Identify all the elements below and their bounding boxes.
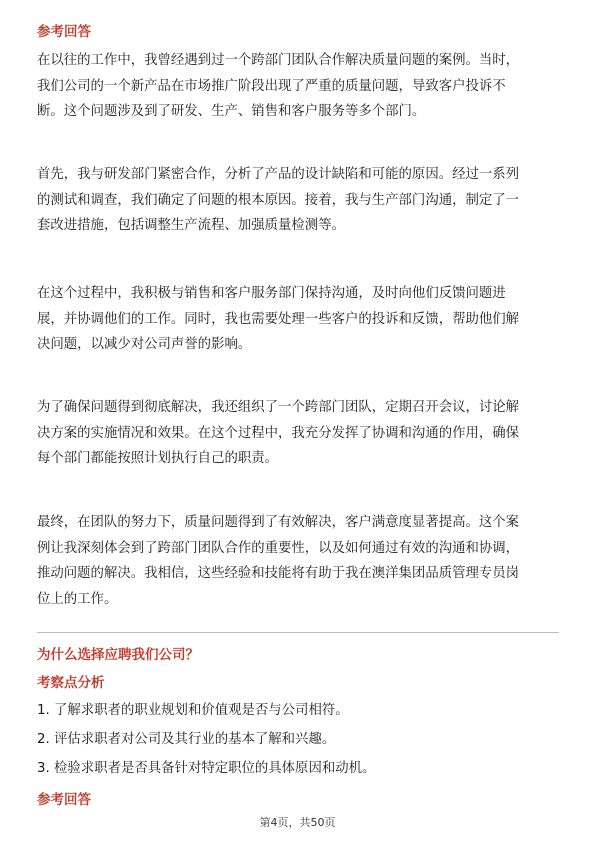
- paragraph-line: 我们公司的一个新产品在市场推广阶段出现了严重的质量问题，导致客户投诉不: [37, 78, 506, 94]
- analysis-point-2: 2. 评估求职者对公司及其行业的基本了解和兴趣。: [37, 732, 336, 747]
- question-heading: 为什么选择应聘我们公司？: [37, 647, 199, 663]
- answer-paragraph-1: [37, 48, 562, 125]
- paragraph-line: 在以往的工作中，我曾经遇到过一个跨部门团队合作解决质量问题的案例。当时，: [37, 53, 520, 68]
- paragraph-line: 展，并协调他们的工作。同时，我也需要处理一些客户的投诉和反馈，帮助他们解: [37, 311, 520, 327]
- reference-answer-heading: 参考回答: [37, 24, 91, 40]
- analysis-point-3: 3. 检验求职者是否具备针对特定职位的具体原因和动机。: [37, 761, 376, 776]
- paragraph-line: 在这个过程中，我积极与销售和客户服务部门保持沟通，及时向他们反馈问题进: [37, 286, 506, 301]
- answer-paragraph-3: [37, 281, 562, 358]
- paragraph-line: 断。这个问题涉及到了研发、生产、销售和客户服务等多个部门。: [37, 104, 426, 119]
- analysis-point-1: 1. 了解求职者的职业规划和价值观是否与公司相符。: [37, 703, 349, 718]
- answer-paragraph-4: [37, 395, 562, 472]
- answer-paragraph-5: [37, 510, 562, 612]
- paragraph-line: 最终，在团队的努力下，质量问题得到了有效解决，客户满意度显著提高。这个案: [37, 515, 520, 530]
- paragraph-line: 决方案的实施情况和效果。在这个过程中，我充分发挥了协调和沟通的作用，确保: [37, 425, 520, 441]
- paragraph-line: 推动问题的解决。我相信，这些经验和技能将有助于我在澳洋集团品质管理专员岗: [37, 566, 520, 581]
- section-divider: [37, 632, 559, 633]
- paragraph-line: 为了确保问题得到彻底解决，我还组织了一个跨部门团队，定期召开会议，讨论解: [37, 400, 520, 415]
- paragraph-line: 每个部门都能按照计划执行自己的职责。: [37, 451, 279, 466]
- paragraph-line: 套改进措施，包括调整生产流程、加强质量检测等。: [37, 218, 345, 233]
- paragraph-line: 首先，我与研发部门紧密合作，分析了产品的设计缺陷和可能的原因。经过一系列: [37, 167, 520, 182]
- answer-paragraph-2: [37, 162, 562, 239]
- analysis-heading: 考察点分析: [37, 675, 105, 691]
- paragraph-line: 的测试和调查，我们确定了问题的根本原因。接着，我与生产部门沟通，制定了一: [37, 192, 520, 208]
- paragraph-line: 决问题，以减少对公司声誉的影响。: [37, 337, 252, 352]
- paragraph-line: 位上的工作。: [37, 591, 118, 607]
- reference-answer-heading-2: 参考回答: [37, 792, 91, 808]
- page-number-footer: 第4页，共50页: [259, 816, 336, 829]
- paragraph-line: 例让我深刻体会到了跨部门团队合作的重要性，以及如何通过有效的沟通和协调，: [37, 540, 520, 556]
